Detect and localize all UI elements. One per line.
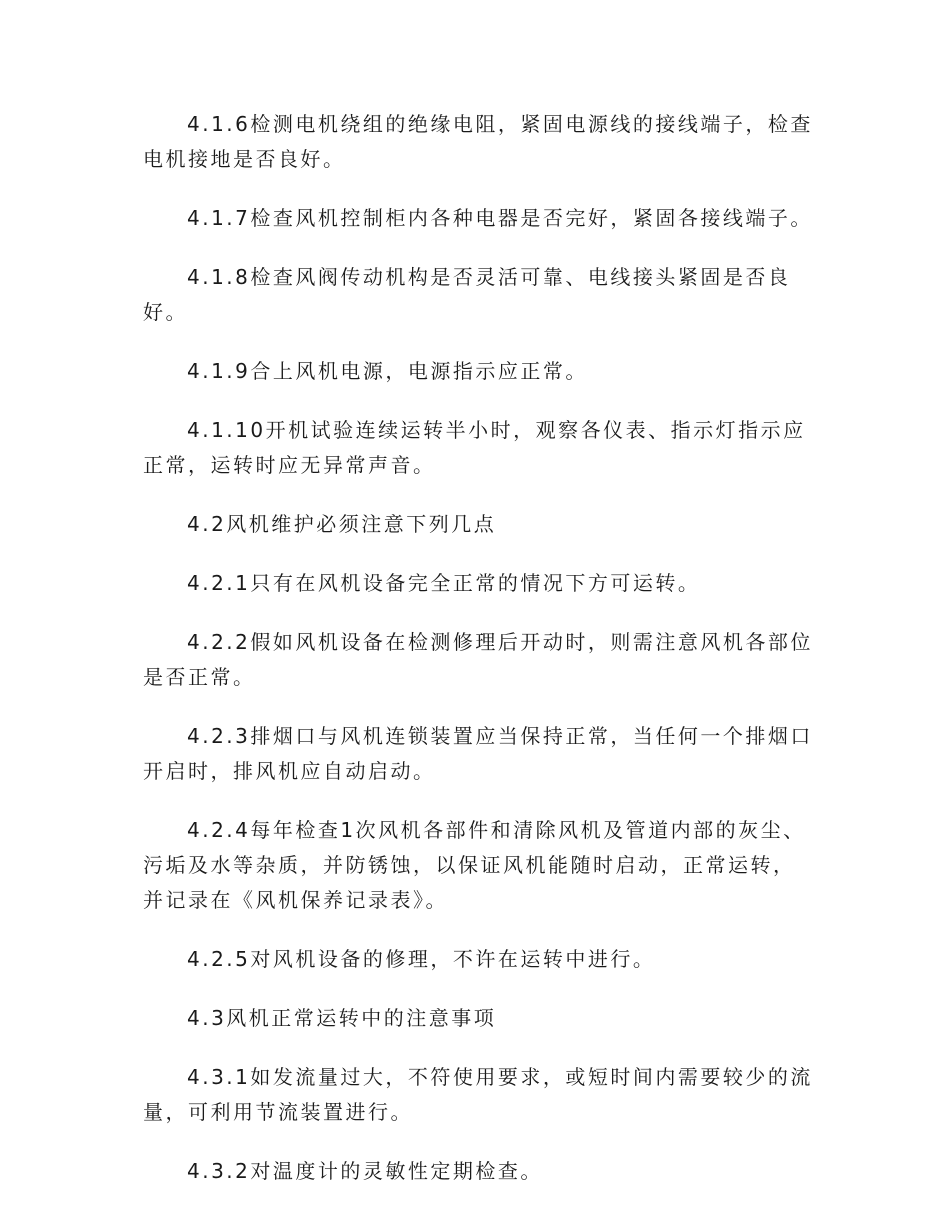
paragraph-4-3-2: 4.3.2对温度计的灵敏性定期检查。 [187, 1159, 543, 1183]
paragraph-4-2-4: 4.2.4每年检查1次风机各部件和清除风机及管道内部的灰尘、污垢及水等杂质，并防锈蚀，以保证风机能随时启动，正常运转，并记录在《风机保养记录表》。 [143, 818, 806, 912]
section-heading-4-2: 4.2风机维护必须注意下列几点 [187, 512, 497, 536]
paragraph-4-3-1: 4.3.1如发流量过大，不符使用要求，或短时间内需要较少的流量，可利用节流装置进行。 [143, 1065, 813, 1124]
section-heading-4-3: 4.3风机正常运转中的注意事项 [187, 1006, 497, 1030]
document-body [143, 107, 813, 1213]
paragraph-4-1-10: 4.1.10开机试验连续运转半小时，观察各仪表、指示灯指示应正常，运转时应无异常声音。 [143, 418, 806, 477]
paragraph-4-2-5: 4.2.5对风机设备的修理，不许在运转中进行。 [187, 947, 656, 971]
paragraph-4-1-7: 4.1.7检查风机控制柜内各种电器是否完好，紧固各接线端子。 [187, 206, 813, 230]
paragraph-4-1-8: 4.1.8检查风阀传动机构是否灵活可靠、电线接头紧固是否良好。 [143, 265, 791, 324]
paragraph-4-2-2: 4.2.2假如风机设备在检测修理后开动时，则需注意风机各部位是否正常。 [143, 630, 813, 689]
paragraph-4-2-3: 4.2.3排烟口与风机连锁装置应当保持正常，当任何一个排烟口开启时，排风机应自动启动。 [143, 724, 813, 783]
paragraph-4-1-9: 4.1.9合上风机电源，电源指示应正常。 [187, 359, 588, 383]
paragraph-4-2-1: 4.2.1只有在风机设备完全正常的情况下方可运转。 [187, 571, 701, 595]
paragraph-4-1-6: 4.1.6检测电机绕组的绝缘电阻，紧固电源线的接线端子，检查电机接地是否良好。 [143, 112, 813, 171]
